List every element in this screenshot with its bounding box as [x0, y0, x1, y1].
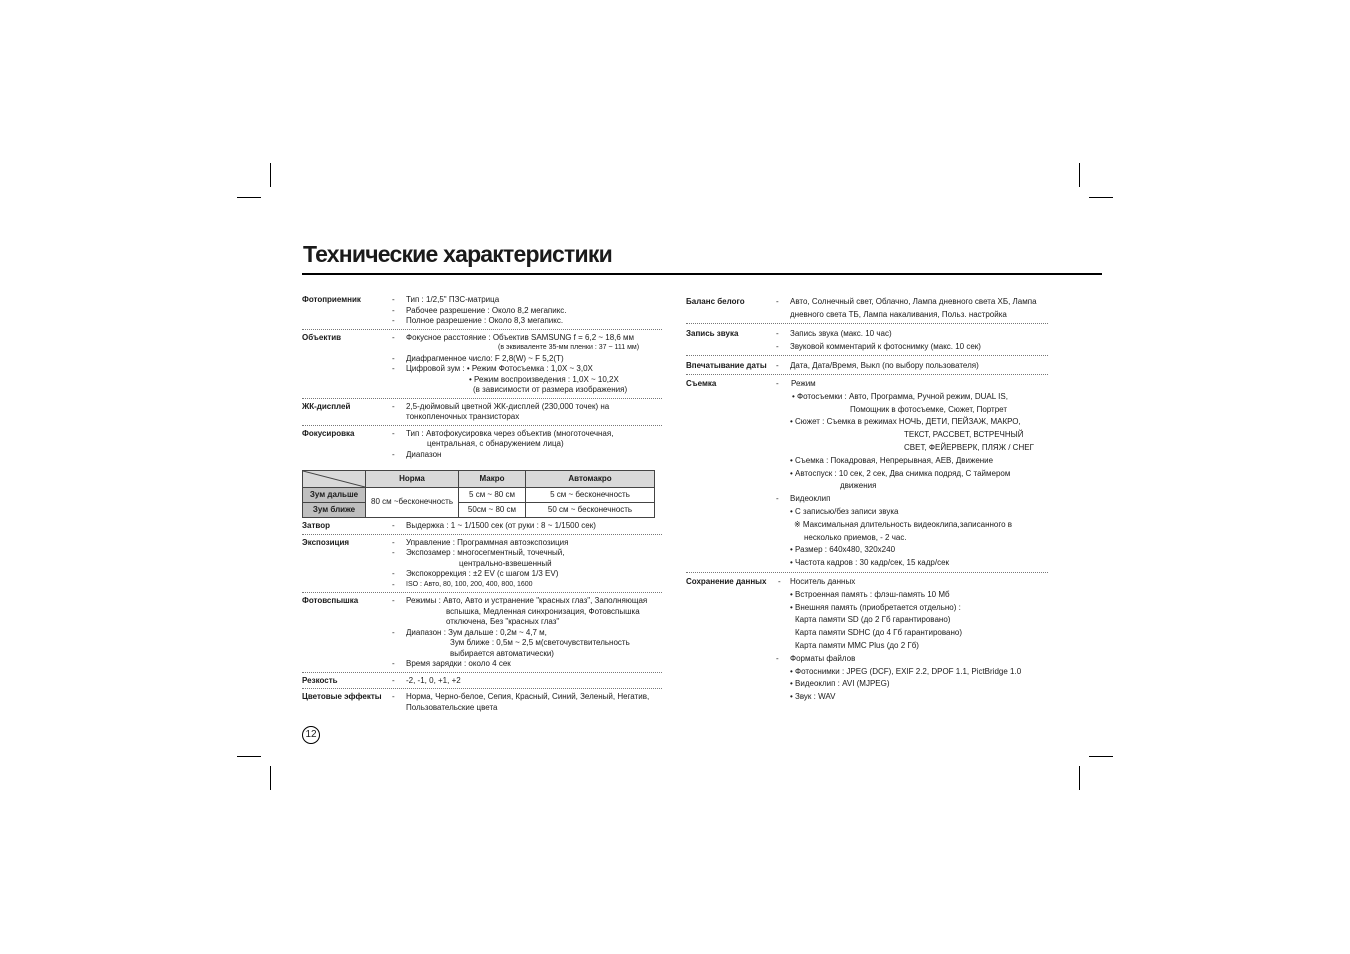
spec-label: Съемка	[686, 379, 717, 388]
spec-line: дневного света ТБ, Лампа накаливания, Польз. настройка	[790, 310, 1007, 319]
crop-mark	[270, 163, 271, 187]
dash: -	[392, 401, 395, 411]
table-cell: 5 см ~ 80 см	[459, 488, 526, 503]
spec-line: тонкопленочных транзисторах	[406, 412, 520, 421]
spec-line: • Режим воспроизведения : 1,0X ~ 10,2X	[469, 374, 619, 384]
spec-label: ЖК-дисплей	[302, 401, 351, 411]
dash: -	[392, 364, 395, 373]
spec-lcd	[302, 399, 662, 426]
dash: -	[392, 353, 395, 363]
spec-line: • Звук : WAV	[790, 692, 836, 702]
dash: -	[392, 569, 395, 578]
col-header: Автомакро	[526, 471, 655, 488]
spec-line: Карта памяти MMC Plus (до 2 Гб)	[795, 640, 919, 650]
table-row	[303, 488, 655, 503]
diagonal-line	[303, 471, 365, 487]
spec-line: Карта памяти SDHC (до 4 Гб гарантировано)	[795, 628, 962, 638]
spec-line: Цифровой зум : • Режим Фотосъемка : 1,0X ~ 3,0X	[406, 364, 593, 373]
spec-line: ※ Максимальная длительность видеоклипа,записанного в	[794, 519, 1013, 529]
spec-effects	[302, 689, 662, 715]
dash: -	[392, 521, 395, 530]
spec-line: Карта памяти SD (до 2 Гб гарантировано)	[795, 615, 951, 625]
spec-label: Фотоприемник	[302, 295, 361, 304]
spec-line: • Видеоклип : AVI (MJPEG)	[790, 679, 890, 689]
title-rule	[302, 273, 1102, 275]
spec-label: Баланс белого	[686, 297, 745, 306]
crop-mark	[237, 756, 261, 757]
page-title: Технические характеристики	[303, 241, 612, 267]
spec-line: • Внешняя память (приобретается отдельно) :	[790, 602, 961, 612]
spec-line: ТЕКСТ, РАССВЕТ, ВСТРЕЧНЫЙ	[904, 430, 1024, 440]
spec-white-balance	[686, 295, 1048, 324]
spec-line: Диафрагменное число: F 2,8(W) ~ F 5,2(T)	[406, 353, 564, 363]
dash: -	[392, 332, 395, 342]
spec-line: ISO : Авто, 80, 100, 200, 400, 800, 1600	[406, 580, 533, 588]
spec-line: (в эквиваленте 35-мм пленки : 37 ~ 111 мм)	[498, 344, 640, 351]
spec-label: Резкость	[302, 675, 338, 685]
spec-line: Зум ближе : 0,5м ~ 2,5 м(светочувствительность	[450, 638, 630, 647]
spec-line: центрально-взвешенный	[459, 558, 552, 568]
spec-line: • Автоспуск : 10 сек, 2 сек, Два снимка подряд, С таймером	[790, 468, 1011, 478]
dash: -	[392, 316, 395, 325]
spec-label: Затвор	[302, 521, 330, 530]
col-header: Норма	[366, 471, 459, 488]
spec-line: Режимы : Авто, Авто и устранение "красных глаз", Заполняющая	[406, 596, 648, 605]
spec-lens	[302, 330, 662, 399]
spec-sensor	[302, 295, 662, 330]
spec-line: • Частота кадров : 30 кадр/сек, 15 кадр/сек	[790, 558, 950, 568]
spec-line: (в зависимости от размера изображения)	[473, 385, 628, 394]
spec-audio	[686, 324, 1048, 356]
dash: -	[392, 675, 395, 685]
spec-line: Видеоклип	[790, 494, 831, 504]
dash: -	[392, 627, 395, 637]
spec-line: Носитель данных	[790, 576, 856, 586]
left-column	[302, 295, 662, 715]
spec-label: Объектив	[302, 332, 342, 342]
table-cell: 80 см ~бесконечность	[366, 488, 459, 518]
spec-label: Фотовспышка	[302, 596, 359, 605]
dash: -	[776, 379, 779, 388]
table-cell: 5 см ~ бесконечность	[526, 488, 655, 503]
spec-line: • Фотосъемки : Авто, Программа, Ручной режим, DUAL IS,	[792, 391, 1008, 401]
dash: -	[392, 596, 395, 605]
spec-line: отключена, Без "красных глаз"	[446, 617, 560, 626]
focus-range-table	[302, 470, 655, 518]
table-cell: 50 см ~ бесконечность	[526, 503, 655, 518]
spec-line: Время зарядки : около 4 сек	[406, 659, 511, 668]
crop-mark	[1079, 163, 1080, 187]
spec-label: Цветовые эффекты	[302, 692, 382, 701]
spec-line: несколько приемов, - 2 час.	[804, 532, 907, 542]
crop-mark	[270, 766, 271, 790]
spec-line: Управление : Программная автоэкспозиция	[406, 537, 569, 547]
dash: -	[776, 297, 779, 306]
spec-line: движения	[840, 481, 877, 491]
spec-line: • Размер : 640x480, 320x240	[790, 545, 896, 555]
spec-line: Авто, Солнечный свет, Облачно, Лампа дневного света ХБ, Лампа	[790, 297, 1037, 306]
spec-focus	[302, 426, 662, 461]
spec-line: Фокусное расстояние : Объектив SAMSUNG f = 6,2 ~ 18,6 мм	[406, 332, 635, 342]
spec-line: • Фотоснимки : JPEG (DCF), EXIF 2.2, DPOF 1.1, PictBridge 1.0	[790, 666, 1022, 676]
dash: -	[776, 329, 779, 338]
dash: -	[778, 576, 781, 586]
dash: -	[392, 305, 395, 315]
crop-mark	[237, 197, 261, 198]
spec-line: Диапазон : Зум дальше : 0,2м ~ 4,7 м,	[406, 627, 547, 637]
spec-line: 2,5-дюймовый цветной ЖК-дисплей (230,000 точек) на	[406, 401, 610, 411]
crop-mark	[1089, 756, 1113, 757]
spec-label: Фокусировка	[302, 428, 355, 438]
spec-date-imprint	[686, 356, 1048, 375]
spec-line: -2, -1, 0, +1, +2	[406, 675, 461, 685]
spec-flash	[302, 593, 662, 673]
spec-line: Тип : 1/2,5" ПЗС-матрица	[406, 295, 500, 304]
spec-line: центральная, с обнаружением лица)	[427, 439, 564, 448]
col-header: Макро	[459, 471, 526, 488]
spec-line: СВЕТ, ФЕЙЕРВЕРК, ПЛЯЖ / СНЕГ	[904, 442, 1034, 452]
spec-exposure	[302, 535, 662, 594]
dash: -	[392, 295, 395, 304]
right-column	[686, 295, 1048, 704]
spec-label: Впечатывание даты	[686, 361, 767, 370]
spec-line: Норма, Черно-белое, Сепия, Красный, Синий, Зеленый, Негатив,	[406, 692, 650, 701]
dash: -	[392, 692, 395, 701]
spec-shooting	[686, 375, 1048, 573]
dash: -	[392, 659, 395, 668]
row-header: Зум ближе	[303, 503, 366, 518]
table-corner	[303, 471, 366, 488]
spec-storage	[686, 573, 1048, 704]
spec-line: • Съемка : Покадровая, Непрерывная, AEB, Движение	[790, 455, 994, 465]
spec-line: Экспокоррекция : ±2 EV (с шагом 1/3 EV)	[406, 569, 559, 578]
spec-shutter	[302, 520, 662, 535]
spec-label: Сохранение данных	[686, 576, 767, 586]
spec-line: Тип : Автофокусировка через объектив (многоточечная,	[406, 428, 614, 438]
spec-line: • Сюжет : Съемка в режимах НОЧЬ, ДЕТИ, ПЕЙЗАЖ, МАКРО,	[790, 417, 1021, 427]
spec-line: вспышка, Медленная синхронизация, Фотовспышка	[446, 606, 640, 616]
crop-mark	[1089, 197, 1113, 198]
table-cell: 50см ~ 80 см	[459, 503, 526, 518]
spec-line: Диапазон	[406, 449, 442, 459]
spec-line: Пользовательские цвета	[406, 702, 498, 712]
page-number: 12	[302, 726, 320, 744]
dash: -	[392, 428, 395, 438]
spec-line: Экспозамер : многосегментный, точечный,	[406, 548, 565, 557]
spec-line: Режим	[791, 379, 816, 388]
dash: -	[776, 653, 779, 663]
spec-sharpness	[302, 673, 662, 690]
table-row	[303, 503, 655, 518]
dash: -	[776, 494, 779, 504]
dash: -	[392, 548, 395, 557]
spec-line: • С записью/без записи звука	[790, 506, 899, 516]
crop-mark	[1079, 766, 1080, 790]
dash: -	[392, 449, 395, 459]
dash: -	[392, 579, 395, 589]
spec-line: Дата, Дата/Время, Выкл (по выбору пользователя)	[790, 361, 979, 370]
spec-line: Форматы файлов	[790, 653, 856, 663]
spec-line: Полное разрешение : Около 8,3 мегапикс.	[406, 316, 564, 325]
spec-line: Звуковой комментарий к фотоснимку (макс. 10 сек)	[790, 342, 981, 351]
spec-line: Рабочее разрешение : Около 8,2 мегапикс.	[406, 305, 567, 315]
spec-line: Выдержка : 1 ~ 1/1500 сек (от руки : 8 ~ 1/1500 сек)	[406, 521, 596, 530]
row-header: Зум дальше	[303, 488, 366, 503]
spec-line: Помощник в фотосъемке, Сюжет, Портрет	[850, 404, 1008, 414]
spec-label: Запись звука	[686, 329, 739, 338]
dash: -	[392, 537, 395, 547]
dash: -	[776, 342, 779, 351]
spec-line: • Встроенная память : флэш-память 10 Мб	[790, 589, 950, 599]
spec-line: Запись звука (макс. 10 час)	[790, 329, 892, 338]
dash: -	[776, 361, 779, 370]
spec-line: выбирается автоматически)	[450, 648, 554, 658]
spec-label: Экспозиция	[302, 537, 350, 547]
